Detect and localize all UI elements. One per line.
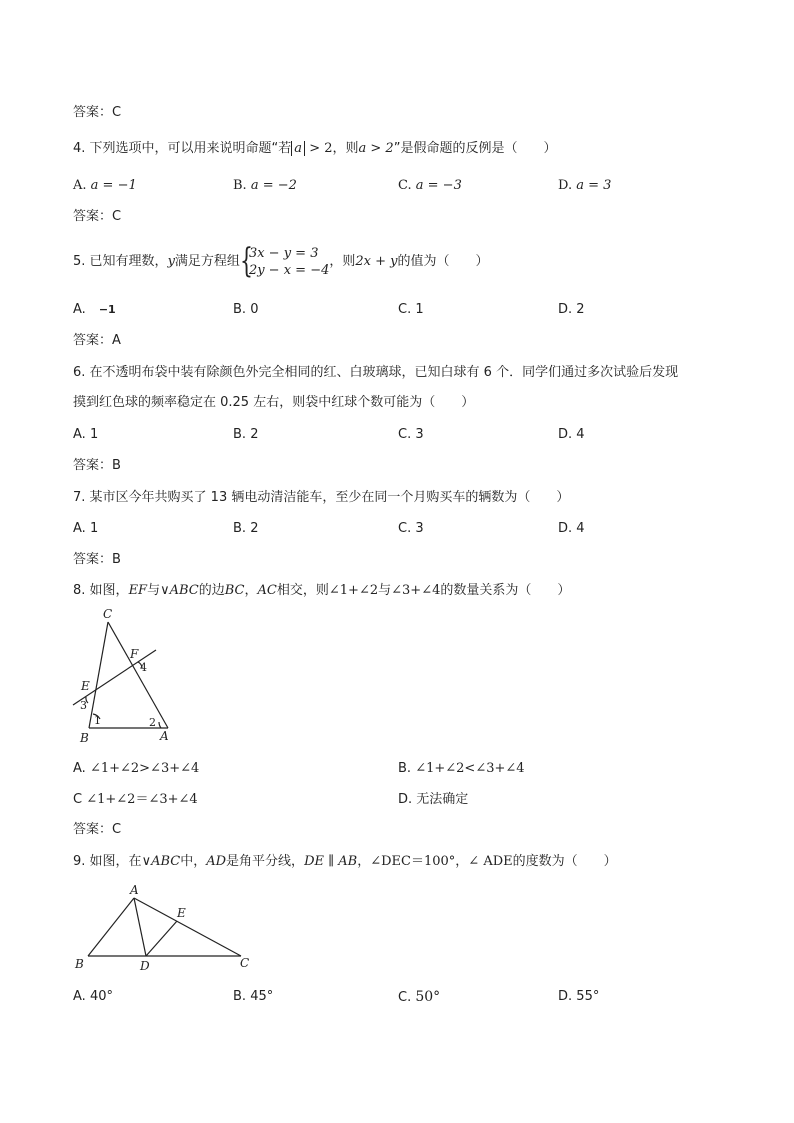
label-b: B — [75, 957, 84, 971]
question-text: 某市区今年共购买了 13 辆电动清洁能车，至少在同一个月购买车的辆数为（ ） — [89, 490, 570, 505]
option-value: a = −3 — [415, 178, 462, 193]
option-value: −1 — [98, 303, 116, 316]
triangle-figure-q8 — [68, 606, 178, 746]
option-d[interactable] — [558, 426, 585, 444]
question-text: ，则 — [329, 254, 356, 269]
option-d[interactable] — [398, 791, 468, 809]
label-f: F — [130, 647, 139, 661]
question-text: 相交，则 — [276, 583, 329, 598]
question-7 — [73, 489, 569, 507]
option-value: 3 — [415, 427, 424, 442]
option-d[interactable] — [558, 301, 585, 319]
option-a[interactable] — [73, 988, 113, 1006]
question-text: 中， — [180, 854, 207, 869]
option-value: 1 — [415, 302, 424, 317]
option-a[interactable] — [73, 301, 116, 319]
math-ineq: > 2 — [309, 141, 333, 156]
math-segment: EF — [128, 583, 148, 598]
side-ac — [134, 898, 241, 956]
side-cb — [89, 622, 108, 728]
option-label: D. — [558, 427, 573, 442]
label-c: C — [240, 956, 250, 970]
option-b[interactable] — [233, 426, 258, 444]
math-parallel: DE ∥ AB — [304, 854, 358, 869]
math-triangle: ∨ABC — [160, 583, 199, 598]
option-label: A. — [73, 427, 86, 442]
option-a[interactable] — [73, 426, 98, 444]
option-d[interactable] — [558, 988, 599, 1006]
answer-8: 答案：C — [73, 822, 122, 837]
option-label: B. — [233, 521, 247, 536]
question-text: ， — [455, 854, 469, 869]
math-expr: ∠1+∠2 — [328, 583, 379, 598]
math-segment: AC — [257, 583, 277, 598]
option-b[interactable] — [233, 301, 258, 319]
option-label: B. — [233, 989, 247, 1004]
option-label: C — [73, 792, 83, 807]
option-c[interactable] — [398, 301, 424, 319]
option-c[interactable] — [398, 426, 424, 444]
answer-3: 答案：C — [73, 105, 122, 120]
question-text: 与 — [147, 583, 161, 598]
option-b[interactable] — [233, 520, 258, 538]
option-label: B. — [233, 427, 247, 442]
option-value: 1 — [89, 427, 99, 442]
math-expr: ∠3+∠4 — [391, 583, 441, 598]
option-c[interactable] — [398, 520, 424, 538]
math-segment: BC — [224, 583, 245, 598]
question-text: 的值为（ ） — [397, 254, 489, 269]
line-ef — [73, 650, 156, 705]
question-text: ”是假命题的反例是（ ） — [393, 141, 557, 156]
label-2: 2 — [149, 716, 156, 729]
option-label: C. — [398, 521, 412, 536]
question-text: ， — [357, 854, 371, 869]
option-value: a = −1 — [90, 178, 137, 193]
math-segment: AD — [206, 854, 227, 869]
question-4 — [73, 140, 556, 158]
option-label: B. — [233, 178, 247, 193]
question-8 — [73, 582, 570, 600]
math-abs: a — [291, 141, 305, 156]
answer-5: 答案：A — [73, 333, 121, 348]
option-label: C. — [398, 302, 412, 317]
option-value: 40° — [89, 989, 113, 1004]
option-value: 55° — [576, 989, 600, 1004]
question-text: 是角平分线， — [226, 854, 305, 869]
option-a[interactable] — [73, 760, 199, 778]
label-d: D — [140, 959, 150, 973]
brace-icon: { — [239, 240, 253, 281]
label-e: E — [177, 906, 186, 920]
option-value: 1 — [89, 521, 99, 536]
equation-system — [239, 240, 330, 281]
question-5 — [73, 240, 489, 284]
option-value: a = 3 — [576, 178, 612, 193]
question-text: 的度数为（ ） — [512, 854, 617, 869]
option-label: D. — [558, 521, 573, 536]
option-label: D. — [558, 178, 573, 193]
option-label: C. — [398, 427, 412, 442]
label-1: 1 — [94, 714, 101, 727]
answer-6: 答案：B — [73, 458, 121, 473]
option-label: C. — [398, 178, 412, 193]
option-label: A. — [73, 302, 86, 317]
label-3: 3 — [80, 699, 87, 712]
math-expr: 2x + y — [355, 254, 398, 269]
option-value: 2 — [250, 521, 259, 536]
question-6-line-2: 摸到红色球的频率稳定在 0.25 左右，则袋中红球个数可能为（ ） — [73, 395, 475, 410]
question-number: 5. — [73, 254, 86, 269]
option-label: D. — [558, 302, 573, 317]
equation-2: 2y − x = −4 — [248, 262, 330, 278]
question-text: ， — [244, 583, 258, 598]
option-value: 2 — [250, 427, 259, 442]
label-a: A — [130, 883, 139, 897]
question-text: 如图， — [89, 583, 129, 598]
angle-arc-2 — [159, 722, 161, 728]
option-label: A. — [73, 178, 87, 193]
math-var: y — [167, 254, 175, 269]
label-a: A — [160, 729, 169, 743]
segment-ad — [134, 898, 146, 956]
question-number: 9. — [73, 854, 86, 869]
math-ineq: a > 2 — [358, 141, 394, 156]
option-label: B. — [233, 302, 247, 317]
side-ab — [88, 898, 134, 956]
label-e: E — [81, 679, 90, 693]
question-text: 在不透明布袋中装有除颜色外完全相同的红、白玻璃球，已知白球有 6 个．同学们通过多次试验后发现 — [89, 365, 679, 380]
option-label: A. — [73, 761, 86, 776]
option-value: 50° — [415, 989, 441, 1005]
option-value: 4 — [576, 521, 585, 536]
option-a[interactable] — [73, 177, 137, 195]
option-c[interactable] — [73, 791, 198, 809]
question-text: ，则 — [332, 141, 359, 156]
question-number: 4. — [73, 141, 86, 156]
option-value: 3 — [415, 521, 424, 536]
option-value: 45° — [250, 989, 274, 1004]
question-text: 满足方程组 — [174, 254, 240, 269]
option-value: 无法确定 — [416, 792, 469, 807]
option-b[interactable] — [233, 988, 273, 1006]
option-value: ∠1+∠2>∠3+∠4 — [89, 761, 200, 776]
option-label: A. — [73, 989, 86, 1004]
option-b[interactable] — [233, 177, 297, 195]
option-value: 0 — [250, 302, 259, 317]
question-6-line-1 — [73, 364, 678, 382]
option-value: 2 — [576, 302, 585, 317]
side-ca — [108, 622, 168, 728]
option-c[interactable] — [398, 988, 440, 1007]
option-d[interactable] — [558, 177, 611, 195]
question-number: 7. — [73, 490, 86, 505]
answer-4: 答案：C — [73, 209, 122, 224]
label-c: C — [103, 607, 113, 621]
label-4: 4 — [140, 661, 147, 674]
question-text: 的数量关系为（ ） — [440, 583, 571, 598]
option-value: a = −2 — [250, 178, 297, 193]
question-text: 下列选项中，可以用来说明命题“若 — [89, 141, 292, 156]
label-b: B — [80, 731, 89, 745]
option-c[interactable] — [398, 177, 462, 195]
segment-de — [146, 921, 177, 956]
option-label: A. — [73, 521, 86, 536]
option-a[interactable] — [73, 520, 98, 538]
option-b[interactable] — [398, 760, 525, 778]
option-value: 4 — [576, 427, 585, 442]
answer-7: 答案：B — [73, 552, 121, 567]
option-value: ∠1+∠2＝∠3+∠4 — [86, 792, 198, 807]
question-text: 与 — [378, 583, 392, 598]
math-angle: ∠DEC＝100° — [370, 854, 456, 869]
question-9 — [73, 853, 617, 871]
question-number: 6. — [73, 365, 86, 380]
question-text: 已知有理数， — [89, 254, 168, 269]
question-text: 如图，在 — [89, 854, 142, 869]
option-label: B. — [398, 761, 412, 776]
option-d[interactable] — [558, 520, 585, 538]
math-angle: ∠ ADE — [468, 854, 513, 869]
option-value: ∠1+∠2<∠3+∠4 — [415, 761, 525, 776]
question-text: 的边 — [198, 583, 225, 598]
option-label: D. — [558, 989, 573, 1004]
math-triangle: ∨ABC — [141, 854, 181, 869]
option-label: C. — [398, 990, 412, 1005]
equation-1: 3x − y = 3 — [248, 245, 319, 261]
option-label: D. — [398, 792, 413, 807]
question-number: 8. — [73, 583, 86, 598]
triangle-figure-q9 — [70, 880, 260, 975]
